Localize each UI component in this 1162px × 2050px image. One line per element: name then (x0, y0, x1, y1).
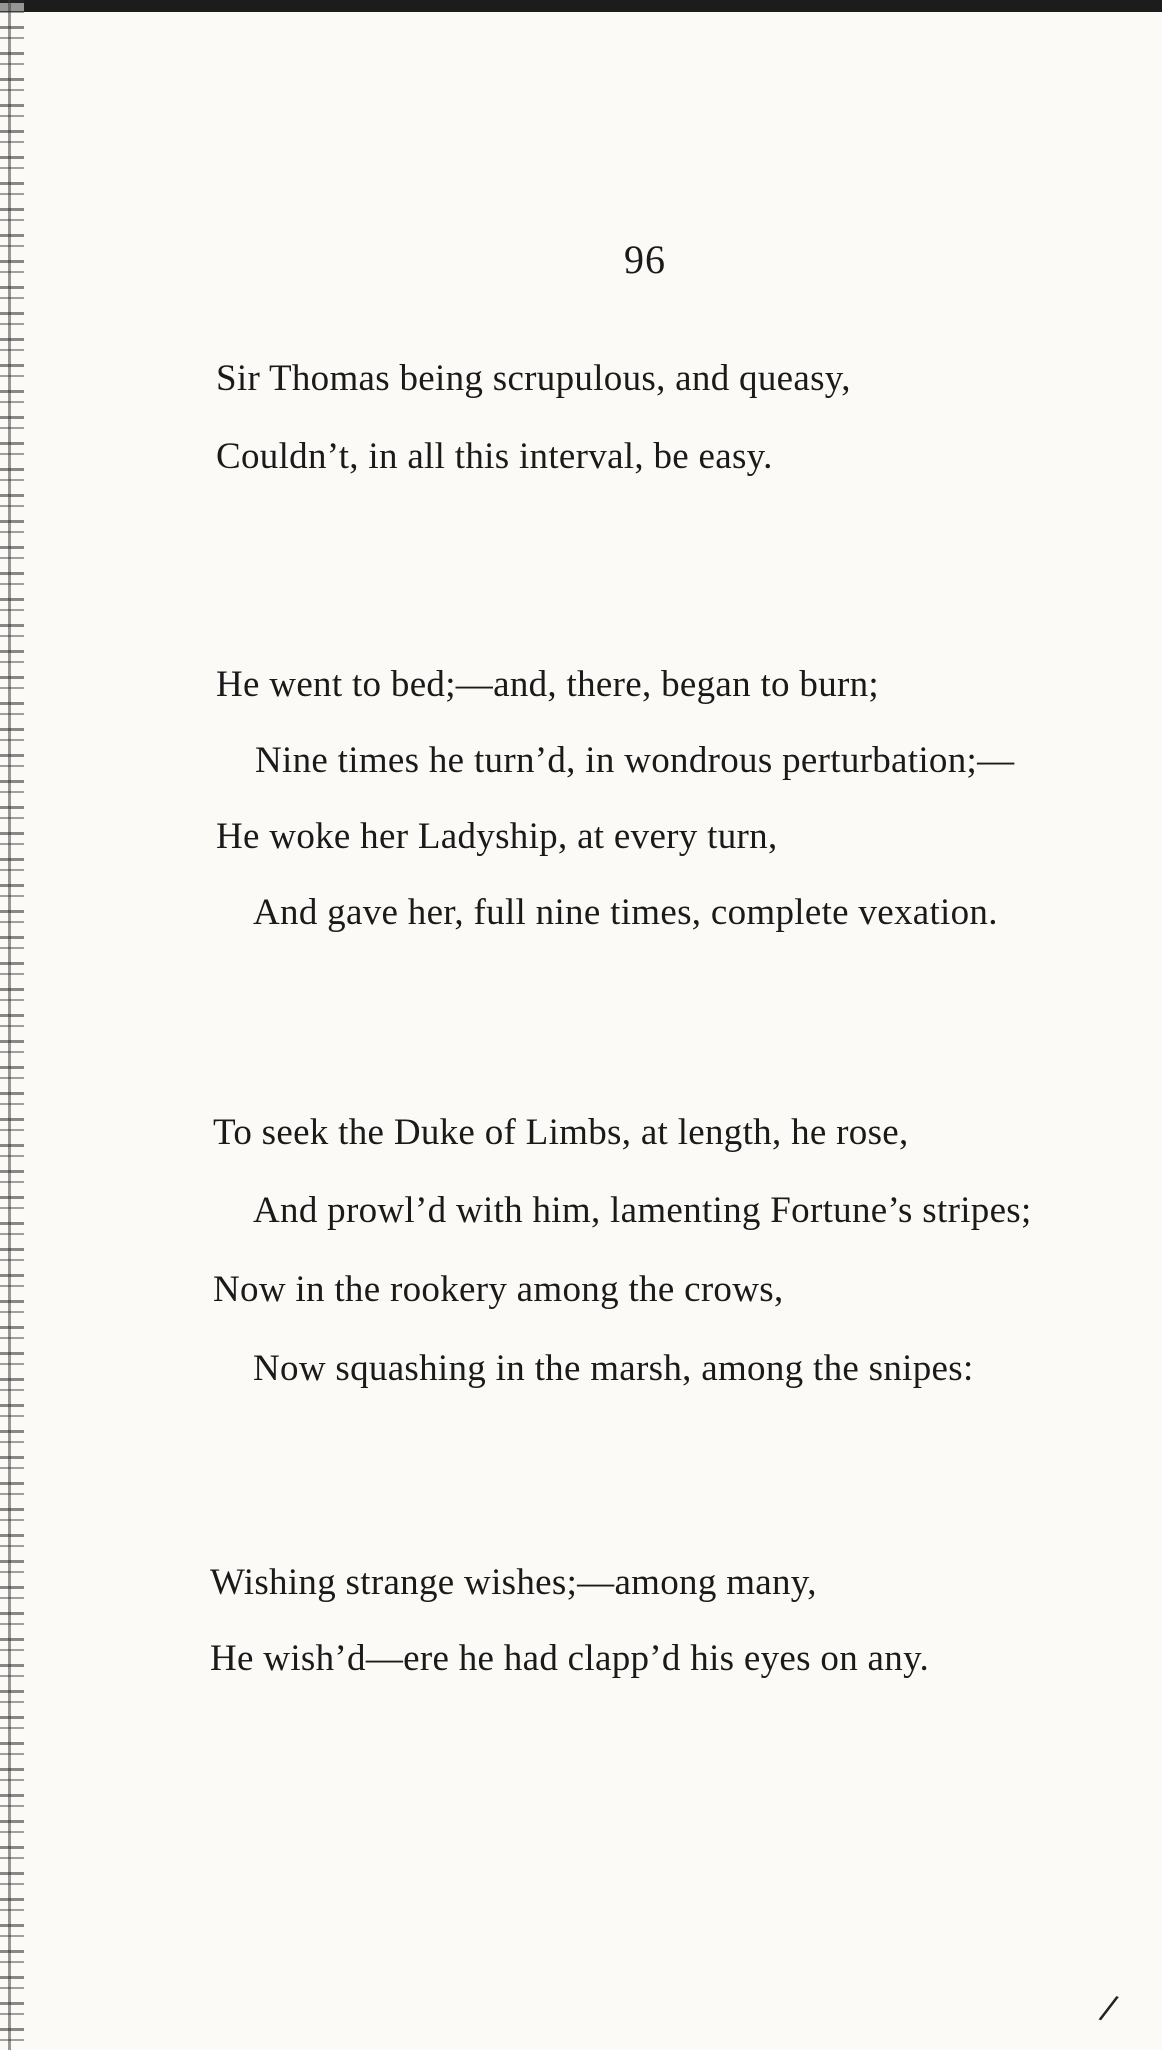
verse-line-indented: And gave her, full nine times, complete vexation. (253, 892, 998, 933)
page-number: 96 (624, 237, 666, 282)
verse-line-indented: Now squashing in the marsh, among the snipes: (253, 1348, 974, 1389)
corner-pencil-mark: / (1096, 1987, 1121, 2029)
page-top-edge (0, 0, 1162, 12)
verse-line: Couldn’t, in all this interval, be easy. (216, 436, 773, 477)
verse-line-indented: And prowl’d with him, lamenting Fortune’s stripes; (253, 1190, 1032, 1231)
verse-line: To seek the Duke of Limbs, at length, he rose, (213, 1112, 909, 1153)
verse-line: He went to bed;—and, there, began to burn; (216, 664, 879, 705)
verse-line-indented: Nine times he turn’d, in wondrous perturbation;— (255, 740, 1015, 781)
verse-line: He wish’d—ere he had clapp’d his eyes on any. (210, 1638, 930, 1679)
verse-line: He woke her Ladyship, at every turn, (216, 816, 778, 857)
verse-line: Wishing strange wishes;—among many, (210, 1562, 817, 1603)
page-binding-edge (0, 0, 24, 2050)
page-binding-line (8, 0, 11, 2050)
verse-line: Sir Thomas being scrupulous, and queasy, (216, 358, 851, 399)
verse-line: Now in the rookery among the crows, (213, 1269, 784, 1310)
